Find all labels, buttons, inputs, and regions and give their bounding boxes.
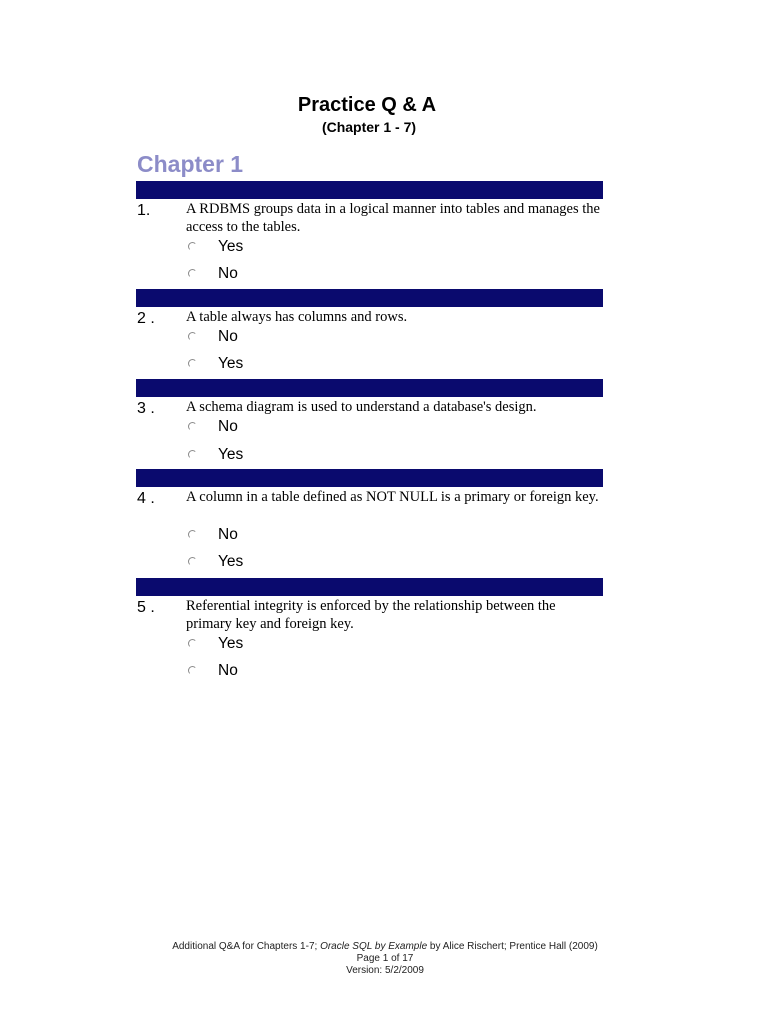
radio-button[interactable] (188, 332, 197, 341)
answer-label: No (218, 526, 238, 543)
footer-book-title: Oracle SQL by Example (320, 941, 428, 952)
question-header-bar (136, 469, 603, 487)
radio-button[interactable] (188, 359, 197, 368)
question-1 (136, 181, 603, 282)
question-number: 4 . (137, 490, 155, 507)
question-number: 1. (137, 202, 151, 219)
question-number: 5 . (137, 599, 155, 616)
radio-button[interactable] (188, 666, 197, 675)
radio-button[interactable] (188, 639, 197, 648)
question-text: Referential integrity is enforced by the relationship between the primary key and foreign key. (186, 598, 556, 632)
radio-button[interactable] (188, 557, 197, 566)
footer-version: Version: 5/2/2009 (346, 965, 424, 976)
answer-label: Yes (218, 635, 244, 652)
question-header-bar (136, 578, 603, 596)
answer-label: No (218, 418, 238, 435)
question-2 (136, 289, 603, 372)
question-header-bar (136, 181, 603, 199)
question-5 (136, 578, 603, 679)
answer-label: No (218, 328, 238, 345)
question-text: A schema diagram is used to understand a database's design. (186, 399, 537, 415)
question-text: A column in a table defined as NOT NULL is a primary or foreign key. (186, 489, 599, 505)
footer-citation (0, 941, 770, 953)
radio-button[interactable] (188, 242, 197, 251)
answer-label: No (218, 662, 238, 679)
answer-label: Yes (218, 446, 244, 463)
question-4 (136, 469, 603, 570)
question-text: A table always has columns and rows. (186, 309, 408, 325)
question-3 (136, 379, 603, 463)
answer-label: No (218, 265, 238, 282)
chapter-heading: Chapter 1 (137, 151, 244, 177)
question-number: 2 . (137, 310, 155, 327)
footer-citation-prefix: Additional Q&A for Chapters 1-7; (172, 941, 321, 952)
question-header-bar (136, 289, 603, 307)
answer-label: Yes (218, 355, 244, 372)
radio-button[interactable] (188, 450, 197, 459)
question-number: 3 . (137, 400, 155, 417)
page-subtitle: (Chapter 1 - 7) (321, 119, 417, 135)
answer-label: Yes (218, 238, 244, 255)
radio-button[interactable] (188, 269, 197, 278)
footer-page-number: Page 1 of 17 (356, 953, 414, 964)
question-header-bar (136, 379, 603, 397)
page-title: Practice Q & A (297, 94, 437, 116)
radio-button[interactable] (188, 422, 197, 431)
page-footer (0, 941, 770, 977)
question-text: A RDBMS groups data in a logical manner into tables and manages the access to the tables. (186, 201, 600, 235)
answer-label: Yes (218, 553, 244, 570)
footer-citation-suffix: by Alice Rischert; Prentice Hall (2009) (427, 941, 598, 952)
radio-button[interactable] (188, 530, 197, 539)
